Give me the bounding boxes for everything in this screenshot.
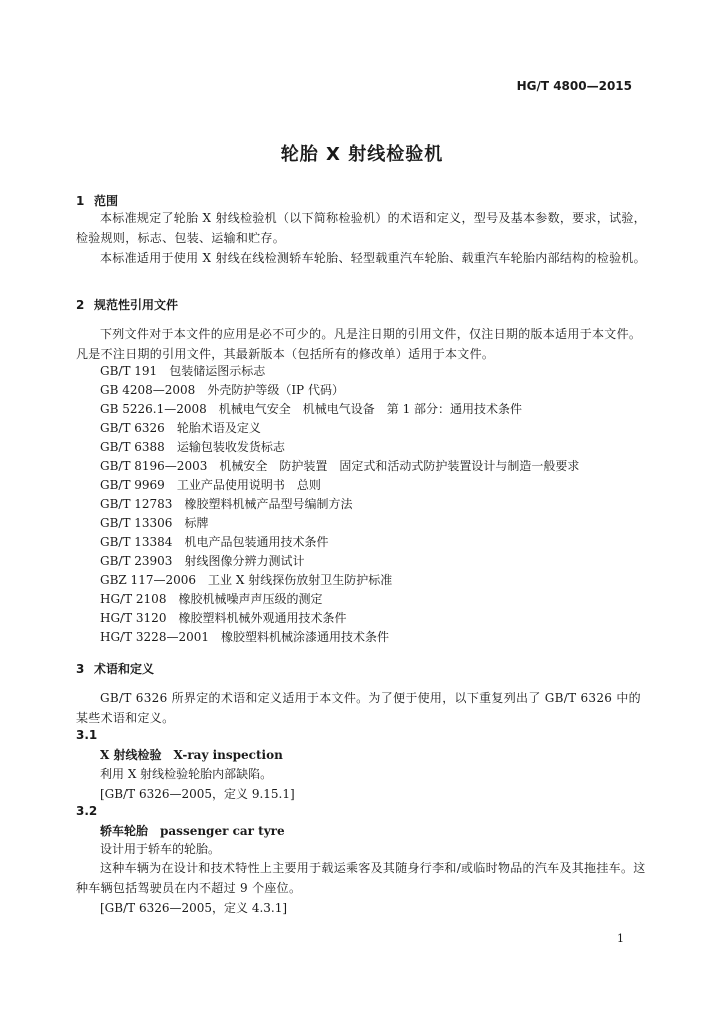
reference-code: HG/T 2108 [100, 592, 167, 606]
reference-item [100, 362, 265, 379]
reference-item [100, 495, 352, 512]
reference-title: 机械电气安全 机械电气设备 第 1 部分：通用技术条件 [218, 402, 523, 416]
reference-title: 外壳防护等级（IP 代码） [207, 383, 344, 397]
term-name-en: passenger car tyre [160, 824, 285, 838]
reference-title: 工业 X 射线探伤放射卫生防护标准 [208, 573, 393, 587]
term-definition: 利用 X 射线检验轮胎内部缺陷。 [100, 767, 273, 781]
reference-code: GB/T 6326 [100, 421, 165, 435]
reference-code: GB/T 191 [100, 364, 158, 378]
reference-code: GB/T 13306 [100, 516, 173, 530]
reference-title: 机电产品包装通用技术条件 [184, 535, 329, 549]
reference-code: GB/T 6388 [100, 440, 165, 454]
term-number: 3.2 [76, 804, 98, 818]
scope-paragraph-1: 本标准规定了轮胎 X 射线检验机（以下简称检验机）的术语和定义，型号及基本参数，要求，试验，检验规则，标志、包装、运输和贮存。 [76, 211, 646, 245]
section-number: 2 [76, 298, 85, 312]
term-name-en: X-ray inspection [173, 748, 283, 762]
reference-title: 机械安全 防护装置 固定式和活动式防护装置设计与制造一般要求 [219, 459, 580, 473]
reference-item [100, 514, 208, 531]
reference-item [100, 381, 344, 398]
section-title: 范围 [94, 194, 119, 208]
reference-item [100, 609, 346, 626]
reference-code: GB/T 13384 [100, 535, 173, 549]
term-number: 3.1 [76, 728, 98, 742]
reference-title: 运输包装收发货标志 [176, 440, 285, 454]
reference-code: GB/T 9969 [100, 478, 165, 492]
section-title: 术语和定义 [94, 662, 155, 676]
reference-code: GB/T 8196—2003 [100, 459, 208, 473]
reference-code: HG/T 3228—2001 [100, 630, 209, 644]
reference-title: 标牌 [184, 516, 209, 530]
reference-title: 橡胶塑料机械产品型号编制方法 [184, 497, 353, 511]
term-note: 这种车辆为在设计和技术特性上主要用于载运乘客及其随身行李和/或临时物品的汽车及其拖挂车。这种车辆包括驾驶员在内不超过 9 个座位。 [76, 861, 646, 895]
reference-item [100, 628, 389, 645]
normative-intro: 下列文件对于本文件的应用是必不可少的。凡是注日期的引用文件，仅注日期的版本适用于本文件。凡是不注日期的引用文件，其最新版本（包括所有的修改单）适用于本文件。 [76, 327, 642, 361]
section-2-heading [76, 296, 178, 313]
reference-code: GB/T 12783 [100, 497, 173, 511]
reference-title: 轮胎术语及定义 [176, 421, 261, 435]
term-definition: 设计用于轿车的轮胎。 [100, 842, 221, 856]
reference-item [100, 400, 522, 417]
reference-item [100, 590, 322, 607]
term-name-cn: X 射线检验 [100, 748, 162, 762]
term-source: [GB/T 6326—2005，定义 9.15.1] [100, 787, 295, 801]
reference-item [100, 571, 392, 588]
term-source: [GB/T 6326—2005，定义 4.3.1] [100, 901, 288, 915]
scope-paragraph-2: 本标准适用于使用 X 射线在线检测轿车轮胎、轻型载重汽车轮胎、载重汽车轮胎内部结构的检验机。 [100, 251, 646, 265]
reference-title: 橡胶塑料机械外观通用技术条件 [178, 611, 347, 625]
section-number: 3 [76, 662, 85, 676]
document-title: 轮胎 X 射线检验机 [280, 144, 444, 165]
reference-code: GB 4208—2008 [100, 383, 196, 397]
section-3-heading [76, 660, 154, 677]
reference-title: 包装储运图示标志 [169, 364, 266, 378]
term-name-cn: 轿车轮胎 [100, 824, 149, 838]
reference-title: 橡胶机械噪声声压级的测定 [178, 592, 323, 606]
reference-code: GBZ 117—2006 [100, 573, 196, 587]
reference-item [100, 419, 261, 436]
reference-item [100, 533, 328, 550]
reference-title: 射线图像分辨力测试计 [184, 554, 305, 568]
standard-code: HG/T 4800—2015 [516, 79, 632, 93]
reference-title: 工业产品使用说明书 总则 [176, 478, 321, 492]
section-title: 规范性引用文件 [94, 298, 179, 312]
reference-code: HG/T 3120 [100, 611, 167, 625]
page-number: 1 [617, 932, 624, 945]
terms-intro: GB/T 6326 所界定的术语和定义适用于本文件。为了便于使用，以下重复列出了 GB/T 6326 中的某些术语和定义。 [76, 691, 641, 725]
reference-item [100, 476, 321, 493]
reference-item [100, 438, 285, 455]
reference-code: GB/T 23903 [100, 554, 173, 568]
term-heading [100, 746, 283, 763]
reference-title: 橡胶塑料机械涂漆通用技术条件 [221, 630, 390, 644]
section-1-heading [76, 192, 118, 209]
reference-code: GB 5226.1—2008 [100, 402, 207, 416]
reference-item [100, 457, 579, 474]
term-heading [100, 822, 285, 839]
section-number: 1 [76, 194, 85, 208]
reference-item [100, 552, 304, 569]
